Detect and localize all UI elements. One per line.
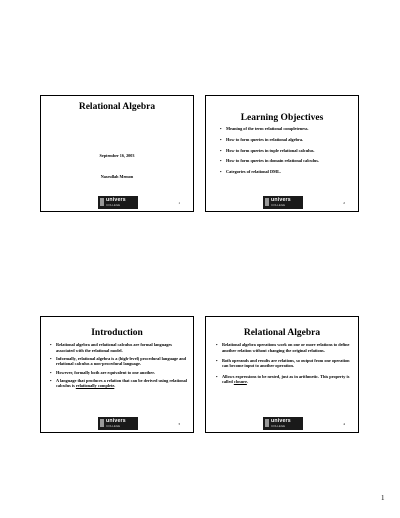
- logo-mark-icon: [100, 198, 104, 206]
- slide-author: Nasrullah Memon: [100, 174, 134, 179]
- bullet-icon: •: [216, 357, 218, 363]
- bullet-icon: •: [50, 369, 52, 375]
- list-item: • Categories of relational DML.: [220, 169, 282, 175]
- bullet-icon: •: [50, 355, 52, 361]
- list-item: • A language that produces a relation that can be derived using relational calculus is relationally complete.: [50, 377, 187, 389]
- logo-text: univers: [106, 197, 126, 203]
- bullet-icon: •: [220, 158, 222, 164]
- page-number: 1: [381, 494, 385, 502]
- bullet-icon: •: [220, 126, 222, 131]
- bullet-icon: •: [220, 147, 222, 153]
- slide-date: September 16, 2003: [99, 153, 135, 158]
- slide-number: 3: [178, 422, 180, 426]
- list-item: • However, formally both are equivalent to one another.: [50, 369, 155, 375]
- logo-text: univers: [271, 418, 291, 424]
- underlined-term: closure: [233, 379, 247, 385]
- logo-text: univers: [106, 418, 126, 424]
- logo-subtext: COLLEGE: [271, 424, 286, 428]
- list-item: • Both operands and results are relations, so output from one operation can become input to another operation.: [216, 357, 350, 369]
- list-item: • Relational algebra and relational calculus are formal languages associated with the relational model.: [50, 342, 172, 353]
- bullet-icon: •: [216, 342, 218, 347]
- college-logo: [98, 196, 138, 209]
- logo-text: univers: [271, 197, 291, 203]
- slide-number: 4: [343, 422, 345, 426]
- list-item: • Allows expressions to be nested, just as in arithmetic. This property is called closure.: [216, 373, 350, 385]
- list-item: • How to form queries in relational algebra.: [220, 136, 304, 142]
- logo-mark-icon: [100, 419, 104, 427]
- slide-title: Relational Algebra: [243, 328, 321, 338]
- college-logo: [98, 417, 138, 430]
- bullet-list: [220, 126, 352, 180]
- slide-2: [205, 95, 359, 212]
- slide-3: [40, 316, 194, 433]
- slide-4: [205, 316, 359, 433]
- bullet-list: [216, 342, 352, 389]
- slide-title: Relational Algebra: [78, 102, 156, 112]
- slide-number: 1: [178, 201, 180, 205]
- logo-mark-icon: [265, 419, 269, 427]
- bullet-icon: •: [50, 342, 52, 347]
- underlined-term: relationally complete: [75, 383, 115, 389]
- logo-subtext: COLLEGE: [106, 424, 121, 428]
- bullet-icon: •: [50, 377, 52, 383]
- list-item: • Meaning of the term relational completeness.: [220, 126, 309, 131]
- bullet-icon: •: [216, 373, 218, 379]
- logo-subtext: COLLEGE: [106, 203, 121, 207]
- college-logo: [263, 417, 303, 430]
- bullet-list: [50, 342, 187, 392]
- logo-subtext: COLLEGE: [271, 203, 286, 207]
- bullet-icon: •: [220, 169, 222, 175]
- list-item: • Relational algebra operations work on one or more relations to define another relation without changing the original relations.: [216, 342, 350, 353]
- slide-title: Learning Objectives: [240, 113, 324, 123]
- bullet-icon: •: [220, 136, 222, 142]
- slide-1: [40, 95, 194, 212]
- slide-title: Introduction: [91, 328, 143, 338]
- list-item: • How to form queries in domain relational calculus.: [220, 158, 320, 164]
- list-item: • Informally, relational algebra is a (high-level) procedural language and relational calculus a non-procedural language.: [50, 355, 187, 367]
- college-logo: [263, 196, 303, 209]
- logo-mark-icon: [265, 198, 269, 206]
- list-item: • How to form queries in tuple relational calculus.: [220, 147, 315, 153]
- slide-number: 2: [343, 201, 345, 205]
